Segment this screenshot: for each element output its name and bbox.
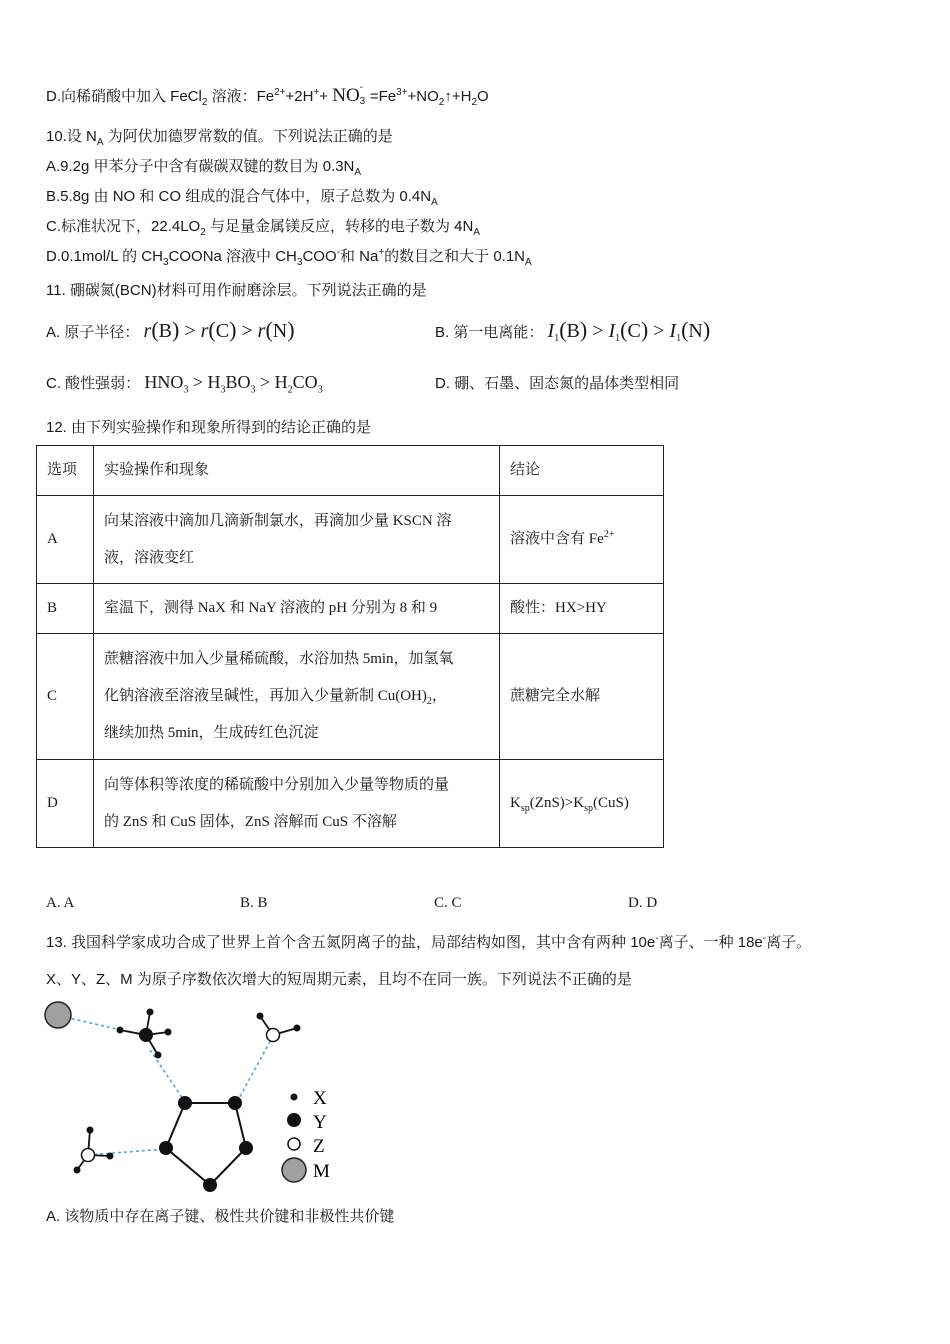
legend-x-icon [291,1094,298,1101]
header-conclusion: 结论 [500,446,664,496]
ring-bonds [166,1103,246,1185]
legend-z-icon [288,1138,300,1150]
x-atom [74,1167,81,1174]
legend-y-label: Y [313,1112,327,1133]
z-atom [82,1149,95,1162]
legend-y-icon [287,1113,301,1127]
x-atom [117,1027,124,1034]
header-option: 选项 [37,446,94,496]
q13-stem-line1: 13. 我国科学家成功合成了世界上首个含五氮阴离子的盐，局部结构如图，其中含有两种 10e-离子、一种 18e-离子。 [46,933,812,951]
table-header-row [37,446,664,496]
header-operation: 实验操作和现象 [93,446,499,496]
q10-option-c: C.标准状况下，$22.4LO_2$ 与足量金属镁反应，转移的电子数为 $4N_A$ [46,218,480,238]
water-bonds-2 [77,1130,110,1170]
legend-x-label: X [313,1088,327,1109]
x-atom [165,1029,172,1036]
q12-stem: 12. 由下列实验操作和现象所得到的结论正确的是 [46,419,372,436]
answer-a: A. A [46,895,75,911]
q11-option-a: A. 原子半径： r(B) > r(C) > r(N) [46,317,295,342]
table-row: D 向等体积等浓度的稀硫酸中分别加入少量等物质的量 的 ZnS 和 CuS 固体，ZnS 溶解而 CuS 不溶解 $K_{sp}(ZnS)>K_{sp}(CuS)$ [37,760,664,848]
q10-option-b: B.5.8g 由 NO 和 CO 组成的混合气体中，原子总数为 $0.4N_A$ [46,188,438,208]
y-atom [178,1096,192,1110]
y-atom [239,1141,253,1155]
legend-m-label: M [313,1161,330,1182]
y-atom [203,1178,217,1192]
q10-stem: 10.设 $N_A$ 为阿伏加德罗常数的值。下列说法正确的是 [46,128,393,148]
y-atom [159,1141,173,1155]
hydrogen-bonds [60,1016,273,1155]
x-atom [294,1025,301,1032]
z-atom [267,1029,280,1042]
x-atom [107,1153,114,1160]
experiment-table [36,445,664,848]
answer-c: C. C [434,895,462,911]
q10-option-d: D.0.1mol/L 的 $CH_3COONa$ 溶液中 $CH_3COO^-$和 Na+的数目之和大于 $0.1N_A$ [46,247,532,268]
table-row: A 向某溶液中滴加几滴新制氯水，再滴加少量 KSCN 溶 液，溶液变红 溶液中含有 $Fe^{2+}$ [37,496,664,584]
answer-b: B. B [240,895,268,911]
q11-option-b: B. 第一电离能： $I_1(B) > I_1(C) > I_1(N)$ [435,317,711,344]
table-row: C 蔗糖溶液中加入少量稀硫酸，水浴加热 5min，加氢氧 化钠溶液至溶液呈碱性，再加入少量新制 $Cu(OH)_2$， 继续加热 5min，生成砖红色沉淀 蔗糖完全水解 [37,634,664,760]
legend-z-label: Z [313,1136,325,1157]
answer-d: D. D [628,895,658,911]
q13-option-a: A. 该物质中存在离子键、极性共价键和非极性共价键 [46,1208,395,1225]
x-atom [257,1013,264,1020]
structure-diagram [0,995,360,1200]
q10-option-a: A.9.2g 甲苯分子中含有碳碳双键的数目为 $0.3N_A$ [46,158,362,178]
q13-stem-line2: X、Y、Z、M 为原子序数依次增大的短周期元素，且均不在同一族。下列说法不正确的是 [46,971,632,988]
x-atom [155,1052,162,1059]
q11-option-c: C. 酸性强弱： $HNO_3 > H_3BO_3 > H_2CO_3$ [46,372,323,396]
table-row: B 室温下，测得 NaX 和 NaY 溶液的 pH 分别为 8 和 9 酸性：HX>HY [37,584,664,634]
y-atom [139,1028,153,1042]
legend-m-icon [282,1158,306,1182]
q11-option-d: D. 硼、石墨、固态氮的晶体类型相同 [435,375,680,392]
m-atom [45,1002,71,1028]
option-d-line: D.向稀硝酸中加入 FeCl$_2$ 溶液：$Fe^{2+}+2H^++$ NO - 3 $=Fe^{3+}+NO_2↑+H_2O$ [46,82,489,108]
x-atom [147,1009,154,1016]
x-atom [87,1127,94,1134]
y-atom [228,1096,242,1110]
q11-stem: 11. 硼碳氮(BCN)材料可用作耐磨涂层。下列说法正确的是 [46,282,427,299]
